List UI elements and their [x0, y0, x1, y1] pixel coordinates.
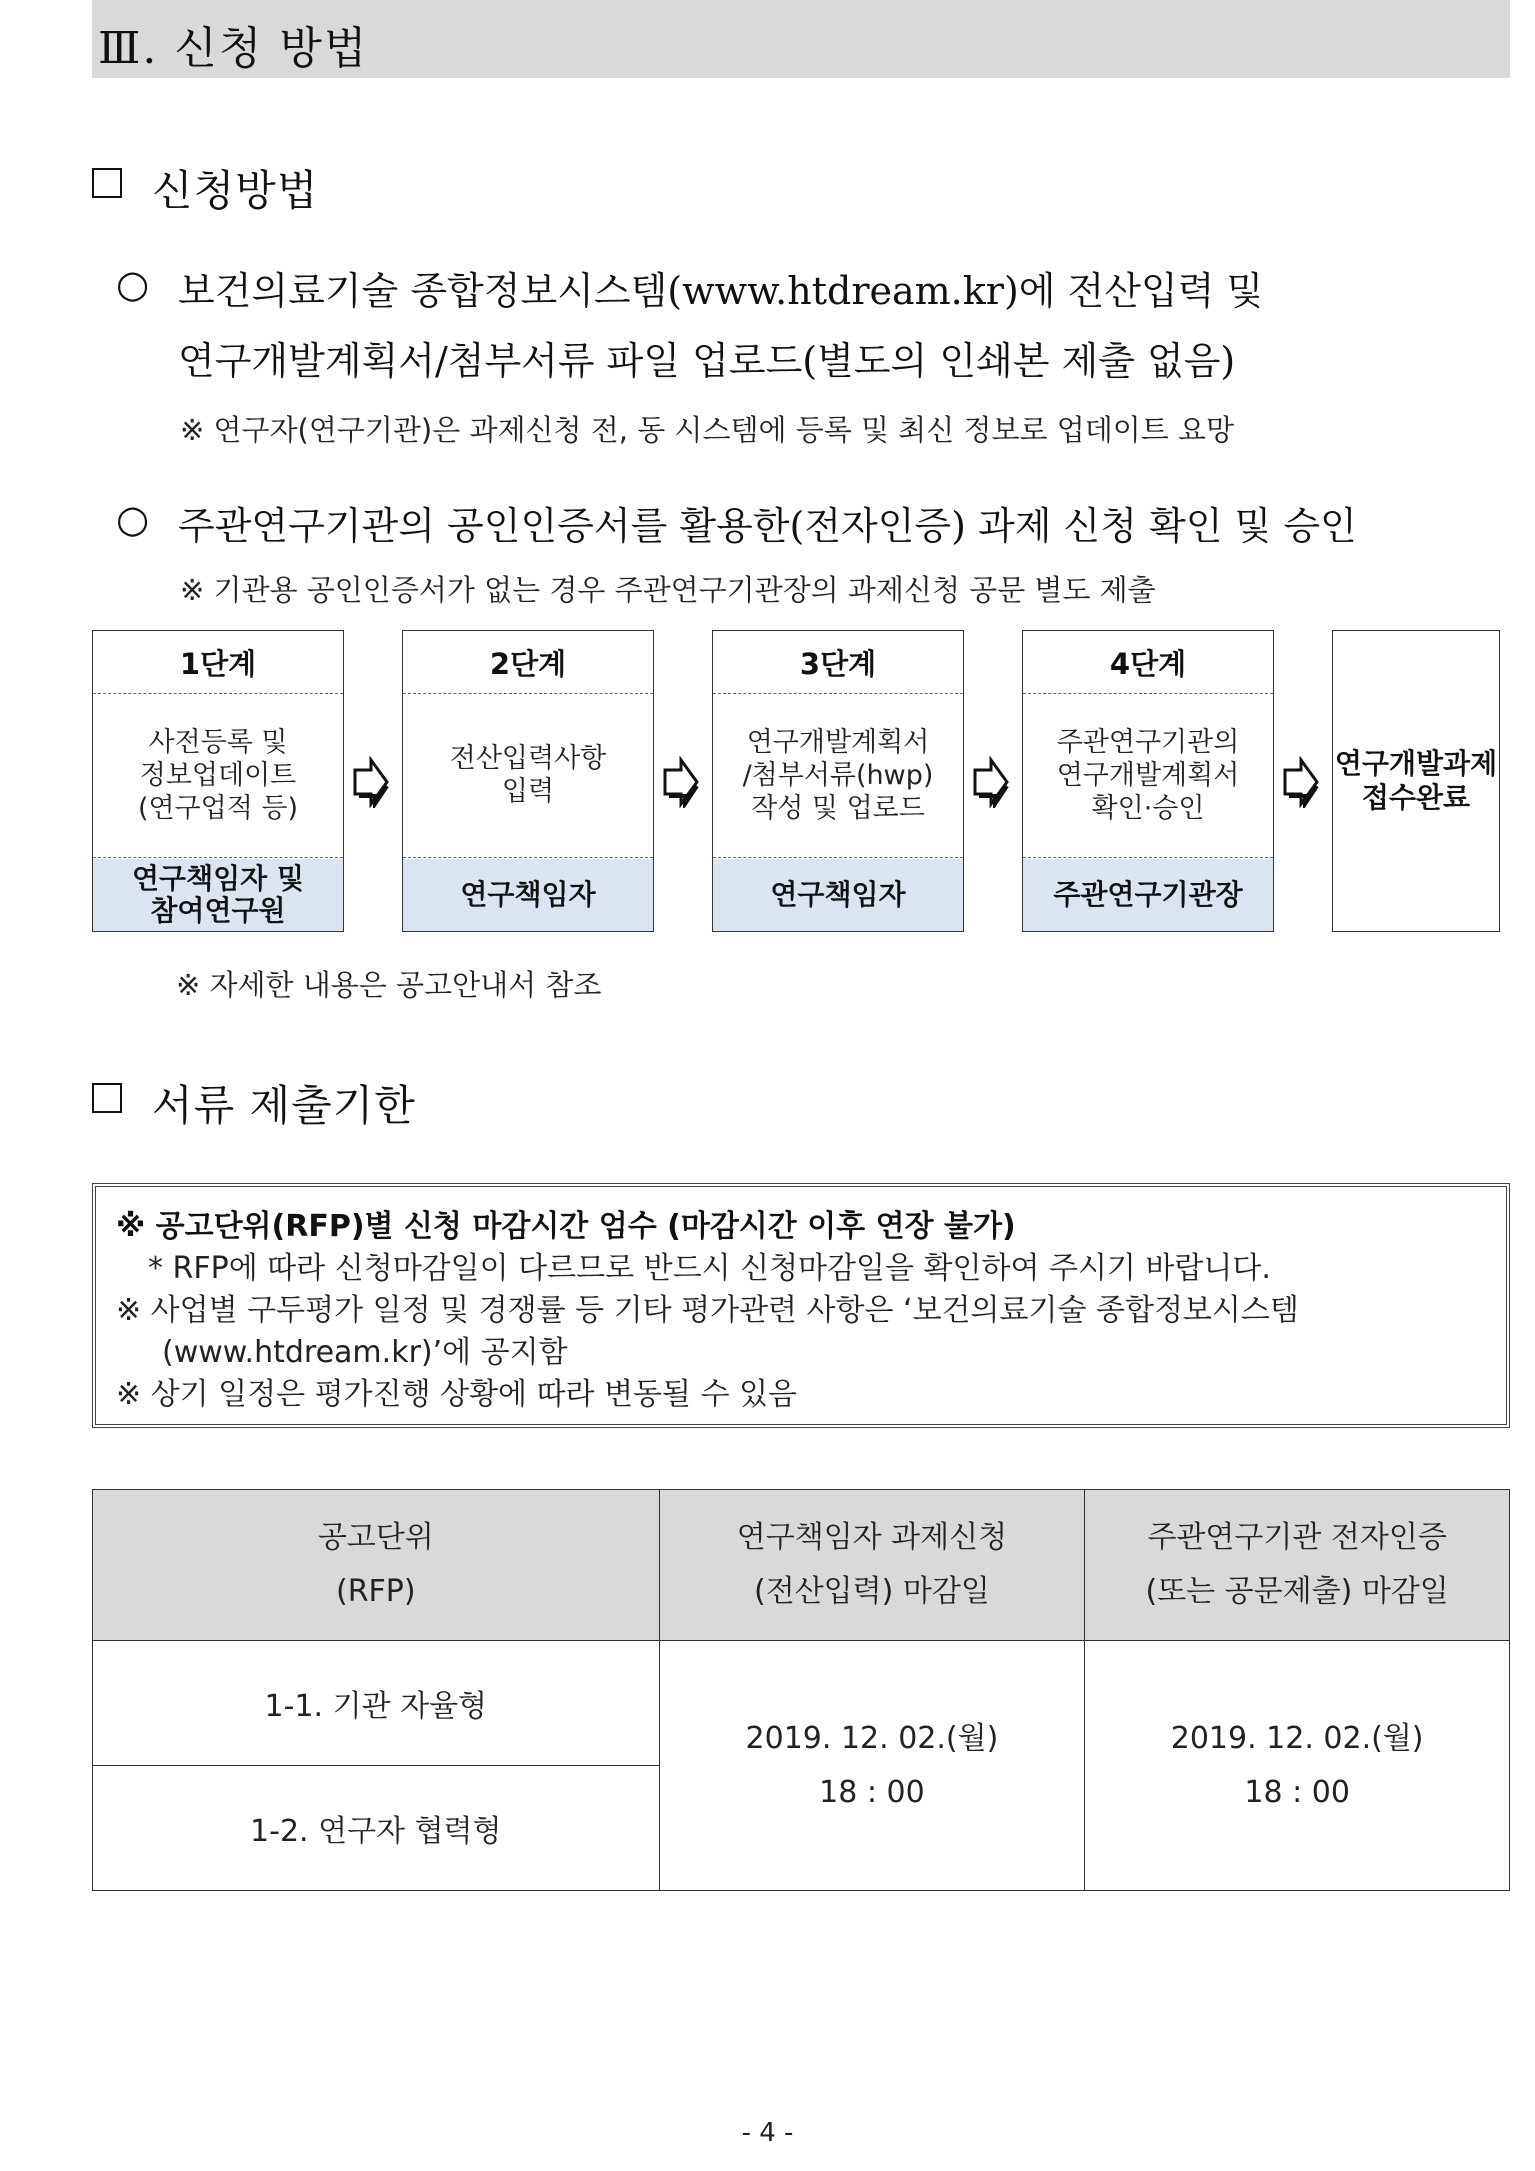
deadline-notes-box	[92, 1183, 1510, 1428]
table-header	[1085, 1490, 1510, 1641]
step-description: 주관연구기관의 연구개발계획서 확인·승인	[1023, 693, 1273, 858]
institution-deadline-cell	[1085, 1641, 1510, 1891]
rfp-cell: 1-1. 기관 자율형	[93, 1641, 660, 1766]
table-row	[93, 1641, 1510, 1766]
notice-line: ※ 사업별 구두평가 일정 및 경쟁률 등 기타 평가관련 사항은 ‘보건의료기술 종합정보시스템	[116, 1293, 1299, 1328]
step-title: 1단계	[93, 631, 343, 694]
deadline-table	[92, 1489, 1510, 1891]
bullet2-note: ※ 기관용 공인인증서가 없는 경우 주관연구기관장의 과제신청 공문 별도 제출	[180, 573, 1156, 607]
deadline-time: 18 : 00	[1244, 1774, 1350, 1810]
header-line: 공고단위	[317, 1520, 434, 1555]
header-line: 주관연구기관 전자인증	[1147, 1520, 1447, 1555]
header-line: (또는 공문제출) 마감일	[1145, 1574, 1449, 1609]
apply-heading: 신청방법	[152, 166, 319, 215]
notice-line: ※ 공고단위(RFP)별 신청 마감시간 엄수 (마감시간 이후 연장 불가)	[116, 1209, 1016, 1244]
final-step-box: 연구개발과제 접수완료	[1332, 630, 1500, 932]
deadline-date: 2019. 12. 02.(월)	[1170, 1720, 1424, 1756]
step-box-1	[92, 630, 344, 932]
deadline-date: 2019. 12. 02.(월)	[745, 1720, 999, 1756]
bullet2-text: 주관연구기관의 공인인증서를 활용한(전자인증) 과제 신청 확인 및 승인	[178, 504, 1357, 548]
right-arrow-icon	[1281, 756, 1321, 808]
bullet-circle-icon: ○	[116, 497, 150, 541]
step-box-4	[1022, 630, 1274, 932]
deadline-heading: 서류 제출기한	[152, 1081, 416, 1130]
step-actor: 주관연구기관장	[1023, 859, 1273, 931]
checkbox-square-icon	[92, 168, 122, 198]
step-description: 전산입력사항 입력	[403, 693, 653, 858]
step-box-3	[712, 630, 964, 932]
table-header	[659, 1490, 1085, 1641]
step-title: 2단계	[403, 631, 653, 694]
step-actor: 연구책임자	[403, 859, 653, 931]
step-box-2	[402, 630, 654, 932]
step-description: 연구개발계획서 /첨부서류(hwp) 작성 및 업로드	[713, 693, 963, 858]
checkbox-square-icon	[92, 1083, 122, 1113]
bullet1-note: ※ 연구자(연구기관)은 과제신청 전, 동 시스템에 등록 및 최신 정보로 업데이트 요망	[180, 413, 1234, 447]
header-line: (RFP)	[335, 1574, 416, 1609]
step-description: 사전등록 및 정보업데이트 (연구업적 등)	[93, 693, 343, 858]
step-title: 4단계	[1023, 631, 1273, 694]
notice-line: ※ 상기 일정은 평가진행 상황에 따라 변동될 수 있음	[116, 1377, 798, 1412]
notice-line: * RFP에 따라 신청마감일이 다르므로 반드시 신청마감일을 확인하여 주시기 바랍니다.	[148, 1251, 1271, 1286]
step-actor: 연구책임자 및 참여연구원	[93, 859, 343, 931]
right-arrow-icon	[661, 756, 701, 808]
header-line: (전산입력) 마감일	[754, 1574, 990, 1609]
notice-line: (www.htdream.kr)’에 공지함	[162, 1335, 568, 1370]
page-number: - 4 -	[741, 2118, 794, 2148]
applicant-deadline-cell	[659, 1641, 1085, 1891]
deadline-time: 18 : 00	[819, 1774, 925, 1810]
right-arrow-icon	[971, 756, 1011, 808]
table-header-row	[93, 1490, 1510, 1641]
rfp-cell: 1-2. 연구자 협력형	[93, 1766, 660, 1891]
step-title: 3단계	[713, 631, 963, 694]
bullet1-line2: 연구개발계획서/첨부서류 파일 업로드(별도의 인쇄본 제출 없음)	[178, 339, 1236, 383]
table-header	[93, 1490, 660, 1641]
right-arrow-icon	[351, 756, 391, 808]
bullet-circle-icon: ○	[116, 262, 150, 306]
section-title: Ⅲ. 신청 방법	[98, 23, 369, 74]
bullet1-line1: 보건의료기술 종합정보시스템(www.htdream.kr)에 전산입력 및	[178, 269, 1264, 313]
step-actor: 연구책임자	[713, 859, 963, 931]
steps-note: ※ 자세한 내용은 공고안내서 참조	[176, 968, 602, 1002]
header-line: 연구책임자 과제신청	[736, 1520, 1008, 1555]
